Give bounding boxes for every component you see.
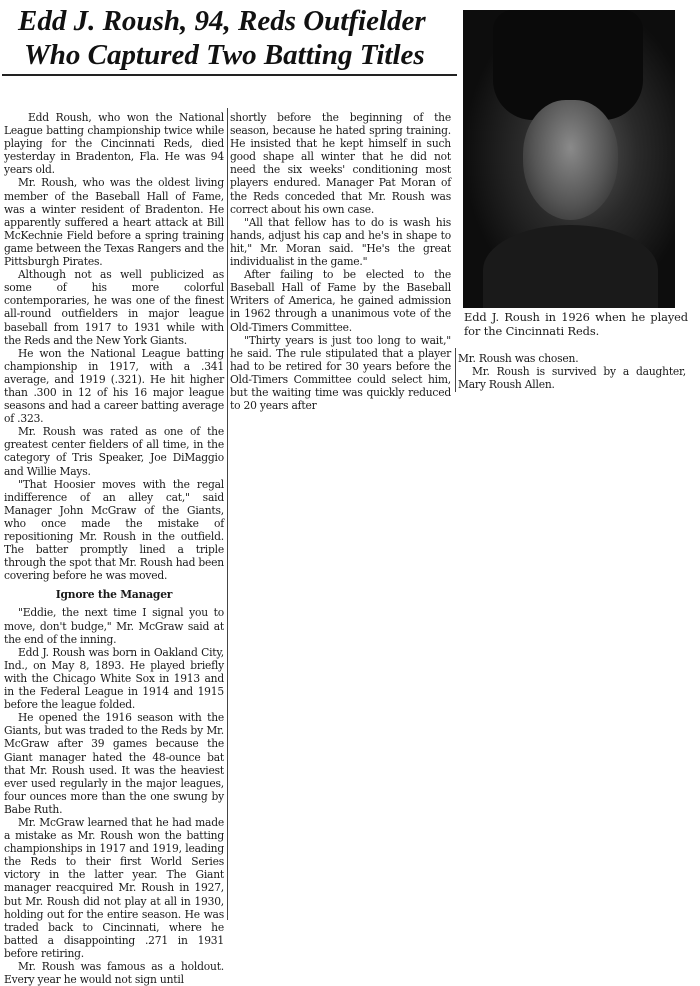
paragraph: Mr. McGraw learned that he had made a mistake as Mr. Roush won the batting championships in 1917 and 1919, leading the Reds to their first World Series victory in the latter year. The Giant manager reacquired Mr. Roush in 1927, but Mr. Roush did not play at all in 1930, holding out for the entire season. He was traded back to Cincinnati, where he batted a disappointing .271 in 1931 before retiring. xyxy=(4,815,224,960)
paragraph: Mr. Roush is survived by a daughter, Mary Roush Allen. xyxy=(458,365,686,392)
photo-caption: Edd J. Roush in 1926 when he played for the Cincinnati Reds. xyxy=(464,310,688,338)
portrait-photo xyxy=(463,10,675,308)
paragraph: "Thirty years is just too long to wait," he said. The rule stipulated that a player had to be retired for 30 years before the Old-Timers Committee could select him, but the waiting time was quickly reduced to 20 years after xyxy=(230,333,451,413)
paragraph: "That Hoosier moves with the regal indifference of an alley cat," said Manager John McGraw of the Giants, who once made the mistake of repositioning Mr. Roush in the outfield. The batter promptly lined a triple through the spot that Mr. Roush had been covering before he was moved. xyxy=(4,477,224,583)
paragraph: Mr. Roush was chosen. xyxy=(458,352,579,365)
headline-line-1: Edd J. Roush, 94, Reds Outfielder xyxy=(18,5,426,37)
headline-line-2: Who Captured Two Batting Titles xyxy=(24,39,425,71)
headline xyxy=(4,4,456,72)
paragraph: Although not as well publicized as some of his more colorful contemporaries, he was one of the finest all-round outfielders in major league baseball from 1917 to 1931 while with the Reds and the New York Giants. xyxy=(4,268,224,347)
paragraph: Mr. Roush, who was the oldest living member of the Baseball Hall of Fame, was a winter resident of Bradenton. He apparently suffered a heart attack at Bill McKechnie Field before a spring training game between the Texas Rangers and the Pittsburgh Pirates. xyxy=(4,176,224,269)
paragraph: "All that fellow has to do is wash his hands, adjust his cap and he's in shape to hit," Mr. Moran said. "He's the great individualist in the game." xyxy=(230,215,451,269)
paragraph: Edd Roush, who won the National League batting championship twice while playing for the Cincinnati Reds, died yesterday in Bradenton, Fla. He was 94 years old. xyxy=(4,111,224,177)
article-column-1 xyxy=(4,111,224,986)
paragraph: Mr. Roush was rated as one of the greatest center fielders of all time, in the category of Tris Speaker, Joe DiMaggio and Willie Mays. xyxy=(4,425,224,478)
headline-rule xyxy=(2,74,457,76)
paragraph: Edd J. Roush was born in Oakland City, Ind., on May 8, 1893. He played briefly with the Chicago White Sox in 1913 and in the Federal League in 1914 and 1915 before the league folded. xyxy=(4,645,224,712)
paragraph: He opened the 1916 season with the Giants, but was traded to the Reds by Mr. McGraw after 39 games because the Giant manager hated the 48-ounce bat that Mr. Roush used. It was the heaviest ever used regularly in the major leagues, four ounces more than the one swung by Babe Ruth. xyxy=(4,711,224,816)
paragraph: After failing to be elected to the Baseball Hall of Fame by the Baseball Writers of America, he gained admission in 1962 through a unanimous vote of the Old-Timers Committee. xyxy=(230,268,451,334)
paragraph: "Eddie, the next time I signal you to move, don't budge," Mr. McGraw said at the end of the inning. xyxy=(4,606,224,646)
paragraph: Mr. Roush was famous as a holdout. Every year he would not sign until xyxy=(4,960,224,986)
paragraph: shortly before the beginning of the season, because he hated spring training. He insisted that he kept himself in such good shape all winter that he did not need the six weeks' conditioning most players endured. Manager Pat Moran of the Reds conceded that Mr. Roush was correct about his own case. xyxy=(230,111,451,216)
column-divider xyxy=(227,108,228,920)
paragraph: He won the National League batting championship in 1917, with a .341 average, and 1919 (.321). He hit higher than .300 in 12 of his 16 major league seasons and had a career batting average of .323. xyxy=(4,346,224,426)
face-shape xyxy=(523,100,618,220)
article-column-2 xyxy=(230,111,451,412)
article-column-3 xyxy=(458,352,686,391)
collar-shape xyxy=(483,225,658,308)
subheading: Ignore the Manager xyxy=(55,588,173,602)
column-divider xyxy=(455,348,456,392)
